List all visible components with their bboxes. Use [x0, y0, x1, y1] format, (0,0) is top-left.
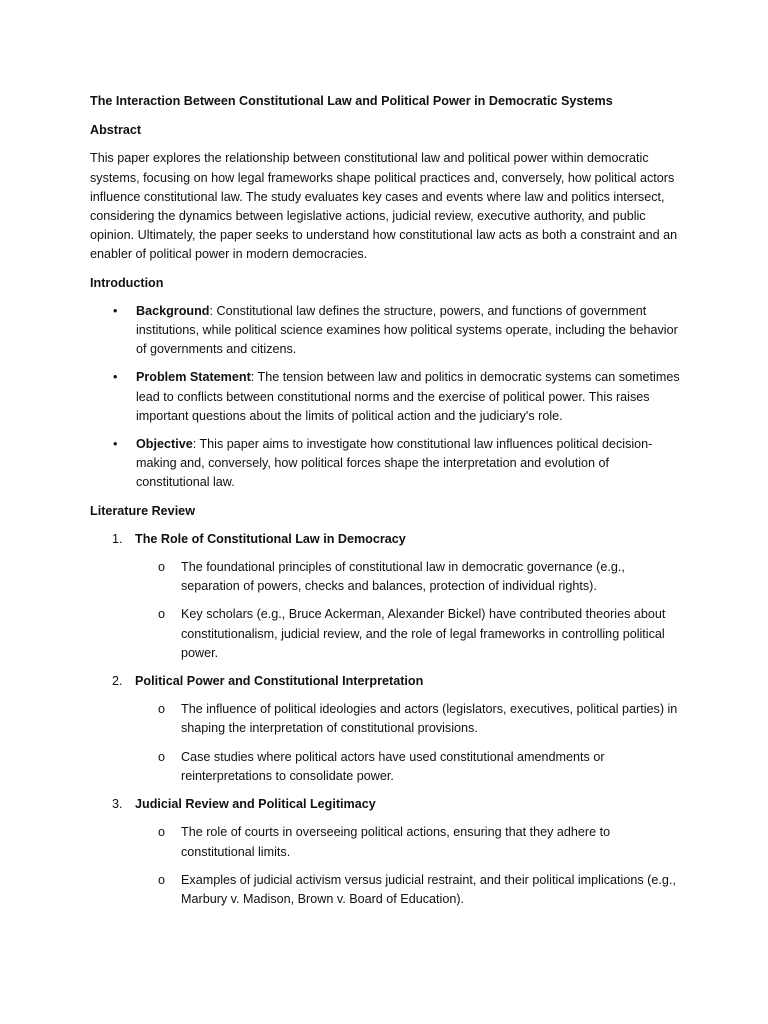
bullet-icon: • — [113, 303, 118, 318]
sub-bullet-icon: o — [158, 702, 166, 717]
sub-bullet-icon: o — [158, 607, 166, 622]
section-title: Political Power and Constitutional Interpretation — [135, 674, 424, 689]
literature-review-list — [90, 530, 680, 909]
section-number: 2. — [112, 674, 123, 689]
intro-item-label: Background — [136, 303, 210, 318]
sub-point: o Key scholars (e.g., Bruce Ackerman, Alexander Bickel) have contributed theories about constitutionalism, judicial review, and the role of legal frameworks in controlling political power. — [158, 607, 666, 660]
sub-point: o The influence of political ideologies and actors (legislators, executives, political parties) in shaping the interpretation of constitutional provisions. — [158, 702, 678, 736]
intro-item-objective — [90, 435, 680, 493]
abstract-text: This paper explores the relationship between constitutional law and political power within democratic systems, focusing on how legal frameworks shape political practices and, conversely, how political actors influence constitutional law. The study evaluates key cases and events where law and politics intersect, considering the dynamics between legislative actions, judicial review, executive authority, and public opinion. Ultimately, the paper seeks to understand how constitutional law acts as both a constraint and an enabler of political power in modern democracies. — [90, 151, 678, 262]
sub-point: o Case studies where political actors have used constitutional amendments or reinterpretations to consolidate power. — [158, 749, 605, 783]
literature-review-heading: Literature Review — [90, 503, 195, 518]
bullet-icon: • — [113, 370, 118, 385]
document-title: The Interaction Between Constitutional Law and Political Power in Democratic Systems — [90, 94, 613, 108]
sub-point: o Examples of judicial activism versus judicial restraint, and their political implications (e.g., Marbury v. Madison, Brown v. Board of Education). — [158, 872, 676, 906]
section-title: Judicial Review and Political Legitimacy — [135, 797, 376, 812]
sub-bullet-icon: o — [158, 560, 166, 575]
lit-section-2 — [90, 672, 680, 786]
bullet-icon: • — [113, 437, 118, 452]
lit-section-1 — [90, 530, 680, 663]
section-number: 3. — [112, 797, 123, 812]
section-title: The Role of Constitutional Law in Democracy — [135, 531, 406, 546]
section-number: 1. — [112, 531, 123, 546]
intro-item-problem-statement — [90, 368, 680, 426]
sub-bullet-icon: o — [158, 872, 166, 887]
sub-bullet-icon: o — [158, 825, 166, 840]
introduction-heading: Introduction — [90, 275, 164, 290]
sub-bullet-icon: o — [158, 749, 166, 764]
intro-item-background — [90, 302, 680, 360]
sub-point: o The foundational principles of constitutional law in democratic governance (e.g., separation of powers, checks and balances, protection of individual rights). — [158, 560, 625, 594]
intro-item-label: Objective — [136, 437, 193, 452]
abstract-heading: Abstract — [90, 123, 142, 138]
intro-item-text: : This paper aims to investigate how constitutional law influences political decision-making and, conversely, how political forces shape the interpretation and evolution of constitutional law. — [136, 437, 653, 490]
intro-item-text: : The tension between law and politics in democratic systems can sometimes lead to conflicts between constitutional norms and the exercise of political power. This raises important questions about the limits of political action and the judiciary's role. — [136, 370, 680, 423]
introduction-list — [90, 302, 680, 493]
lit-section-3 — [90, 795, 680, 909]
sub-point: o The role of courts in overseeing political actions, ensuring that they adhere to constitutional limits. — [158, 825, 611, 859]
intro-item-text: : Constitutional law defines the structure, powers, and functions of government institutions, while political science examines how political systems operate, including the behavior of governments and citizens. — [136, 303, 678, 357]
intro-item-label: Problem Statement — [136, 370, 251, 385]
